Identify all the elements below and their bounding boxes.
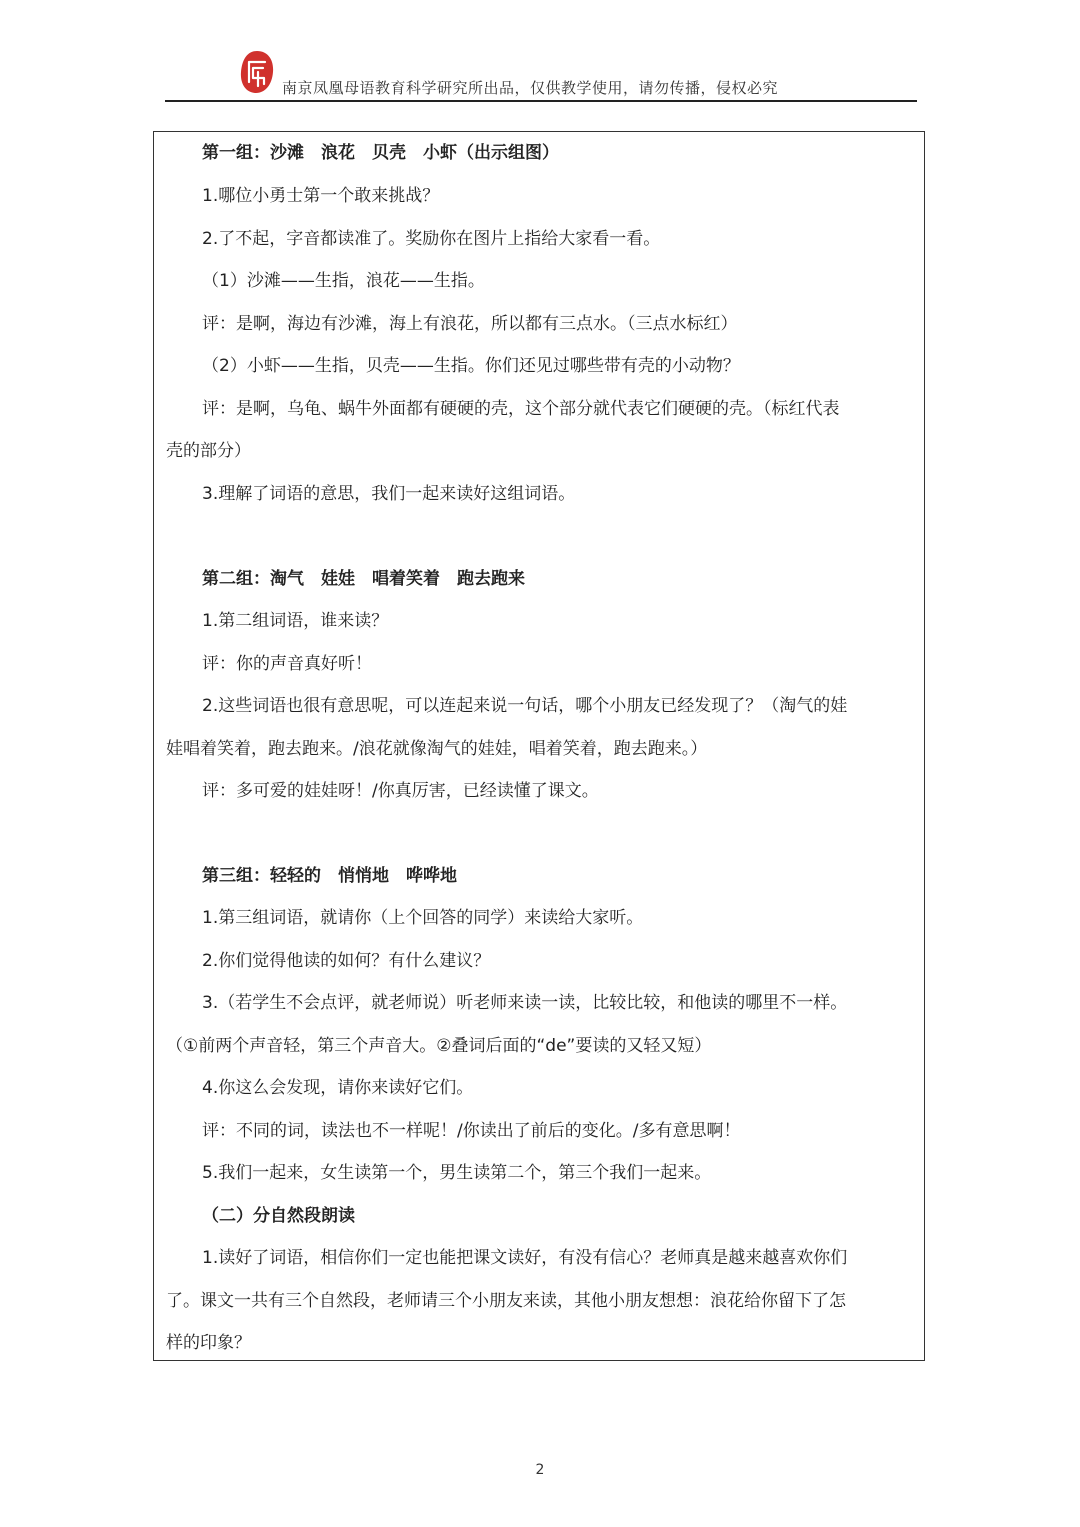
text-line: 2.这些词语也很有意思呢，可以连起来说一句话，哪个小朋友已经发现了？（淘气的娃 xyxy=(202,696,848,716)
text-line: 5.我们一起来，女生读第一个，男生读第二个，第三个我们一起来。 xyxy=(202,1163,712,1183)
seal-logo-icon xyxy=(237,48,277,96)
text-line: 了。课文一共有三个自然段，老师请三个小朋友来读，其他小朋友想想：浪花给你留下了怎 xyxy=(166,1291,846,1311)
text-line: （1）沙滩——生指，浪花——生指。 xyxy=(202,271,485,291)
text-line: 3.（若学生不会点评，就老师说）听老师来读一读，比较比较，和他读的哪里不一样。 xyxy=(202,993,848,1013)
text-line: 1.读好了词语，相信你们一定也能把课文读好，有没有信心？老师真是越来越喜欢你们 xyxy=(202,1248,848,1268)
text-line: 1.第二组词语，谁来读？ xyxy=(202,611,389,631)
text-line: （2）小虾——生指，贝壳——生指。你们还见过哪些带有壳的小动物？ xyxy=(202,356,740,376)
text-line: 壳的部分） xyxy=(166,441,251,461)
text-line: 1.第三组词语，就请你（上个回答的同学）来读给大家听。 xyxy=(202,908,644,928)
text-line: 评：不同的词，读法也不一样呢！/你读出了前后的变化。/多有意思啊！ xyxy=(202,1121,741,1141)
lesson-content-box xyxy=(153,131,925,1361)
text-line: 娃唱着笑着，跑去跑来。/浪花就像淘气的娃娃，唱着笑着，跑去跑来。） xyxy=(166,739,708,759)
group-three-heading: 第三组：轻轻的 悄悄地 哗哗地 xyxy=(202,866,457,886)
text-line: （①前两个声音轻，第三个声音大。②叠词后面的“de”要读的又轻又短） xyxy=(166,1036,712,1056)
text-line: 样的印象？ xyxy=(166,1333,251,1353)
text-line: 1.哪位小勇士第一个敢来挑战？ xyxy=(202,186,440,206)
page-number: 2 xyxy=(535,1462,545,1478)
text-line: 2.你们觉得他读的如何？有什么建议？ xyxy=(202,951,491,971)
header-text: 南京凤凰母语教育科学研究所出品，仅供教学使用，请勿传播，侵权必究 xyxy=(282,79,779,97)
group-two-heading: 第二组：淘气 娃娃 唱着笑着 跑去跑来 xyxy=(202,569,525,589)
page-header xyxy=(165,38,917,102)
text-line: 2.了不起，字音都读准了。奖励你在图片上指给大家看一看。 xyxy=(202,229,661,249)
text-line: 评：是啊，海边有沙滩，海上有浪花，所以都有三点水。（三点水标红） xyxy=(202,314,738,334)
section-heading: （二）分自然段朗读 xyxy=(202,1206,355,1226)
text-line: 3.理解了词语的意思，我们一起来读好这组词语。 xyxy=(202,484,576,504)
text-line: 评：你的声音真好听！ xyxy=(202,654,372,674)
text-line: 4.你这么会发现，请你来读好它们。 xyxy=(202,1078,474,1098)
text-line: 评：多可爱的娃娃呀！/你真厉害，已经读懂了课文。 xyxy=(202,781,599,801)
text-line: 评：是啊，乌龟、蜗牛外面都有硬硬的壳，这个部分就代表它们硬硬的壳。（标红代表 xyxy=(202,399,840,419)
group-one-heading: 第一组：沙滩 浪花 贝壳 小虾（出示组图） xyxy=(202,143,559,163)
